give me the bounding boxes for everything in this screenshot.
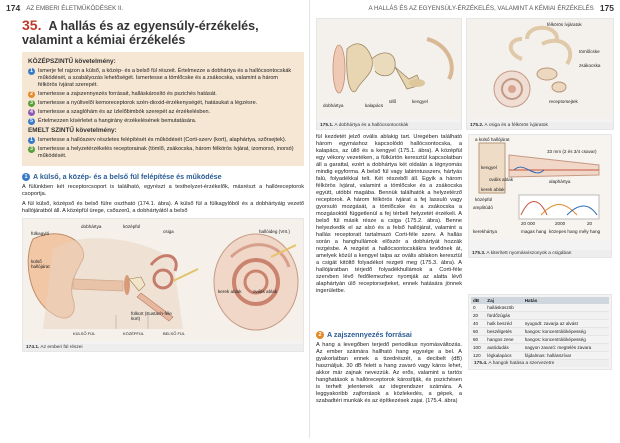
table-cell: hallásküszöb — [485, 304, 522, 312]
requirement-text: Ismertesse a hallószerv részletes felépítését és működését (Corti-szerv (kort), alaphártya, szőrsejtek). — [38, 137, 287, 143]
ear-anatomy-illustration — [23, 219, 303, 341]
fig-label: üllő — [389, 99, 397, 104]
table-cell: légkalapács — [485, 352, 522, 360]
top-figures-row — [316, 18, 612, 130]
fig-label: alaphártya — [549, 179, 571, 184]
fig-label: kalapács — [365, 103, 384, 108]
cochlea-figure — [466, 18, 614, 130]
chapter-title — [22, 18, 304, 47]
table-cell: 120 — [471, 352, 485, 360]
noise-effects-table — [471, 297, 609, 360]
fig-label: a külső hallójárat — [475, 137, 510, 142]
section-title: A külső, a közép- és a belső fül felépítése és működése — [33, 172, 222, 181]
table-cell: hangos zene — [485, 336, 522, 344]
adv-level-heading: EMELT SZINTŰ követelmény: — [28, 127, 117, 134]
section-title: A zajszennyezés forrásai — [327, 330, 412, 339]
left-header-text: AZ EMBERI ÉLETMŰKÖDÉSEK II. — [26, 4, 124, 12]
caption-text: Az emberi fül részei — [40, 345, 83, 350]
fig-label: KÜLSŐ FÜL — [73, 331, 96, 336]
table-cell: 20 — [471, 312, 485, 320]
fig-label: mély hang — [579, 229, 601, 234]
fig-label: középfül — [123, 224, 141, 229]
table-row — [471, 336, 609, 344]
fig-label: félkörös ívjáratok — [547, 22, 582, 27]
left-running-header — [0, 0, 308, 16]
section-number-badge: 1 — [22, 173, 30, 181]
paragraph: A fülünkben két receptorcsoport is található, egyrészt a testhelyzet-érzékelők, másrészt a hallóreceptorok csoportja. — [22, 184, 304, 197]
requirement-text: Ismerje fel rajzon a külső, a közép- és a belső fül részeit. Értelmezze a dobhártya és a hallócsontocskák működését, a szabályozás lehetőségét. Ismertesse a tömlőcske és a zsákocska, valamint a három félkörös ívjárat szerepét. — [38, 68, 292, 88]
table-cell — [523, 312, 609, 320]
number-badge: 1 — [28, 137, 35, 144]
caption-number: 175.2. — [470, 123, 484, 128]
number-badge: 3 — [28, 100, 35, 107]
fig-label: fülkürt (Eustach-féle kürt) — [131, 311, 172, 321]
paragraph: fül kezdetét jelző ovális ablakig tart. Üregében található három egymáshoz kapcsolódó hallócsontocska, a kalapács, az üllő és a kengyel (175.1. ábra). A középfül egy vékony vezetéken, a fülkürtön keresztül kapcsolatban áll a garattal, ezért a dobhártya két oldalán a légnyomás mindig egyforma. A belső fül vagy labirintusszerv, hártyás falú, folyadékkal telt. Két részeből áll. Egyik a három félkörös ívjárat, valamint a tömlőcske és a zsákocska együtt, utóbbi magába. Bennük találhatók a helyzetérző receptorok. A három félkörös ívjárat a fej lassuló vagy gyorsuló mozgását, a tömlőcske és a zsákocska a mozgásoktól függetlenül a fej térbeli helyzetét érzékeli. A belső fül másik része a csiga (175.2. ábra). Benne helyezkedik el az alsó és a felső hallójárat, valamint a hallás receptorait tartalmazó Corti-féle szerv. A hallás során a hanghullámok először a dobhártyát hozzák rezgésbe. A rezgést a hallócsontocskákra tevődnek át, amelyek közül a kengyel talpa az ovális ablakon keresztül a csigát kitöltő folyadékot rezgeti meg (175.3. ábra). A hallójáratban térjedő folyadékhullámok a Corti-féle szervben lévő fedőlemezhez nyomják az alatta lévő alaphártyán ülő receptorsejteket, ennek hatására jönnek ingerületbe. — [316, 134, 462, 294]
fig-label: dobhártya — [323, 103, 344, 108]
table-row — [471, 352, 609, 360]
noise-table-figure — [468, 294, 612, 370]
caption-number: 174.1. — [26, 345, 40, 350]
figure-column — [468, 134, 612, 443]
table-row — [471, 344, 609, 352]
requirement-text: Ismertesse a nyúltvelői kemoreceptorok szén-dioxid-érzékenységét, hatásukat a légzésre. — [38, 100, 258, 106]
table-cell: fájdalmas: hallásszívar — [523, 352, 609, 360]
requirement-text: Ismertesse a helyzetérzékelés receptorainak (tömlő, zsákocska, három félkörös ívjárat, izomorsó, inorsó) működését. — [38, 146, 294, 159]
caption-text: A csiga és a félkörös ívjáratok — [484, 123, 548, 128]
table-cell: nyugodt: zavarja az alvást — [523, 320, 609, 328]
table-header-row — [471, 297, 609, 304]
caption-number: 175.4. — [474, 361, 488, 366]
right-header-text: A HALLÁS ÉS AZ EGYENSÚLY-ÉRZÉKELÉS, VALAMINT A KÉMIAI ÉRZÉKELÉS — [368, 4, 594, 12]
section-heading — [22, 172, 304, 181]
table-cell: 0 — [471, 304, 485, 312]
right-page-number: 175 — [599, 3, 614, 13]
fig-label: 2000 — [555, 221, 566, 226]
requirement-text: Ismertesse a zajszennyezés forrásait, halláskárosító és pszichés hatását. — [38, 91, 217, 97]
table-row — [471, 312, 609, 320]
table-cell: 100 — [471, 344, 485, 352]
left-page — [22, 18, 304, 352]
fig-label: kengyel — [481, 165, 497, 170]
table-cell: halk beszéd — [485, 320, 522, 328]
requirements-box — [22, 52, 304, 166]
fig-label: BELSŐ FÜL — [163, 331, 186, 336]
table-cell: 40 — [471, 320, 485, 328]
table-cell — [523, 304, 609, 312]
table-row — [471, 328, 609, 336]
requirement-item — [28, 118, 298, 125]
column-header: Zaj — [485, 297, 522, 304]
right-page — [316, 18, 612, 443]
cochlea-pressure-figure — [468, 134, 612, 258]
section-number-badge: 2 — [316, 331, 324, 339]
number-badge: 4 — [28, 109, 35, 116]
chapter-title-text: A hallás és az egyensúly-érzékelés, valamint a kémiai érzékelés — [22, 19, 259, 47]
figure-caption — [469, 250, 611, 257]
section-heading — [316, 330, 462, 339]
table-cell: hangos: koncentrálóképesség — [523, 328, 609, 336]
requirement-item — [28, 91, 298, 98]
table-cell: beszélgetés — [485, 328, 522, 336]
requirement-item — [28, 100, 298, 107]
right-running-header — [312, 0, 620, 16]
ossicles-figure — [316, 18, 462, 130]
fig-label: amplitúdó — [473, 205, 493, 210]
fig-label: külső hallójárat — [31, 259, 50, 269]
number-badge: 3 — [28, 146, 35, 153]
table-cell: 60 — [471, 328, 485, 336]
requirement-item — [28, 137, 298, 144]
fig-label: KÖZÉPFÜL — [123, 331, 145, 336]
chapter-number: 35. — [22, 17, 42, 33]
table-cell: hangos: koncentrálóképesség — [523, 336, 609, 344]
figure-caption — [23, 344, 303, 351]
fig-label: dobhártya — [81, 224, 102, 229]
requirement-item — [28, 146, 298, 160]
fig-label: hallóideg (VIII.) — [259, 229, 290, 234]
table-cell: autódudás — [485, 344, 522, 352]
fig-label: fülkagyló — [31, 231, 50, 236]
left-page-number: 174 — [6, 3, 21, 13]
table-cell: fürdőzúgás — [485, 312, 522, 320]
fig-label: 33 mm (2 és 3/4 csavar) — [547, 149, 597, 154]
caption-number: 175.1. — [320, 123, 334, 128]
requirement-item — [28, 68, 298, 89]
fig-label: tömlőcske — [579, 49, 600, 54]
fig-label: középfül — [475, 197, 493, 202]
table-row — [471, 304, 609, 312]
fig-label: ovális ablak — [489, 177, 514, 182]
fig-label: receptorsejtek — [549, 99, 578, 104]
ear-anatomy-figure — [22, 218, 304, 352]
fig-label: ovális ablak — [253, 289, 278, 294]
fig-label: csiga — [163, 229, 174, 234]
fig-label: zsákocska — [579, 63, 601, 68]
mid-level-heading: KÖZÉPSZINTŰ követelmény: — [28, 58, 116, 65]
fig-label: kerekhártya — [473, 229, 498, 234]
cochlea-illustration — [467, 19, 613, 119]
caption-text: A dobhártya és a hallócsontocskák — [334, 123, 409, 128]
requirement-text: Ismertesse a szaglóhám és az ízlelőbimbók szerepét az érzékelésben. — [38, 109, 211, 115]
table-cell: nagyon zavaró: megtelés zavara — [523, 344, 609, 352]
table-row — [471, 320, 609, 328]
right-body-columns — [316, 134, 612, 443]
table-cell: 80 — [471, 336, 485, 344]
fig-label: 20 000 — [521, 221, 536, 226]
paragraph: A hang a levegőben terjedő periodikus nyomásváltozás. Az ember számára hallható hang egysége a bel. A gyakorlatban ennek a tizedrészét, a decibelt (dB) használjuk. 30 dB felett a hang zavaró vagy káros lehet, akkor már zajnak nevezzük. Az erős, valamint a tartós hanghatások a hallóreceptorok károsítják, és pszichésen is terhelt jelentenek az idegrendszer számára. A leggyakoribb zajforrások a közlekedés, a gépek, a szabadtéri munkák és az építkezések zajai. (175.4. ábra) — [316, 342, 462, 404]
page-gutter — [309, 0, 310, 438]
number-badge: 5 — [28, 118, 35, 125]
requirement-item — [28, 109, 298, 116]
figure-caption — [467, 122, 613, 129]
text-column — [316, 134, 462, 443]
fig-label: 20 — [587, 221, 593, 226]
adv-level-list — [28, 137, 298, 160]
mid-level-list — [28, 68, 298, 125]
requirement-text: Értelmezzen kísérletet a hangirány érzékelésének bemutatására. — [38, 118, 197, 124]
fig-label: kerek ablak — [218, 289, 242, 294]
column-header: dB — [471, 297, 485, 304]
fig-label: kerek ablak — [481, 187, 505, 192]
column-header: Hatás — [523, 297, 609, 304]
caption-number: 175.3. — [472, 251, 486, 256]
caption-text: A hangok hatása a szervezetre — [488, 361, 555, 366]
paragraph: A fül külső, középső és belső fülre osztható (174.1. ábra). A külső fül a fülkagylóból és a dobhártyáig vezető hallójáratból áll. A középfül ürege, csőszerű, a dobhártyától a belső — [22, 201, 304, 214]
number-badge: 1 — [28, 68, 35, 75]
caption-text: A kiterített nyomásviszonyok a csigában — [486, 251, 572, 256]
number-badge: 2 — [28, 91, 35, 98]
fig-label: magas hang — [521, 229, 547, 234]
fig-label: kengyel — [412, 99, 428, 104]
fig-label: közepes hang — [549, 229, 578, 234]
figure-caption — [317, 122, 461, 129]
figure-caption — [471, 360, 609, 367]
